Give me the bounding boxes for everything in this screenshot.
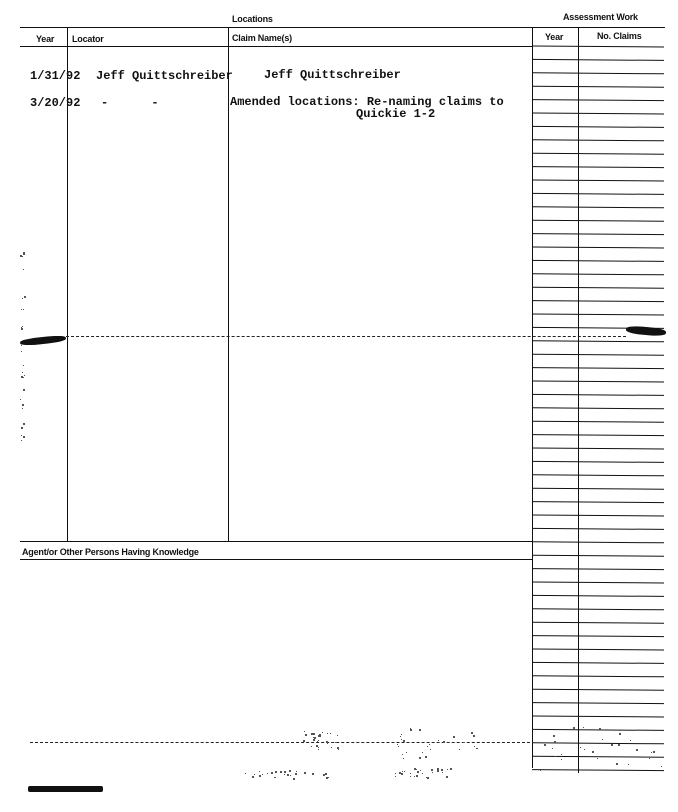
copy-noise-speck: [427, 746, 428, 747]
copy-noise-speck: [23, 365, 24, 366]
copy-noise-speck: [22, 408, 23, 409]
aw-row-rule: [532, 100, 664, 101]
copy-noise-speck: [22, 372, 23, 373]
copy-noise-speck: [403, 758, 404, 759]
copy-noise-speck: [437, 770, 439, 772]
copy-noise-speck: [404, 771, 405, 772]
aw-row-rule: [532, 569, 664, 570]
entry-1-locator: Jeff Quittschreiber: [96, 69, 233, 83]
copy-noise-speck: [284, 771, 286, 773]
copy-noise-speck: [618, 744, 620, 746]
copy-noise-speck: [289, 770, 291, 772]
copy-noise-speck: [425, 756, 427, 758]
copy-noise-speck: [274, 777, 275, 778]
copy-noise-speck: [325, 773, 327, 775]
copy-noise-speck: [410, 773, 411, 774]
aw-row-rule: [532, 676, 664, 677]
aw-row-rule: [532, 475, 664, 476]
copy-noise-speck: [303, 740, 305, 742]
copy-noise-speck: [400, 736, 401, 737]
aw-row-rule: [532, 716, 664, 717]
aw-row-rule: [532, 167, 664, 168]
copy-noise-speck: [422, 773, 423, 774]
copy-noise-speck: [431, 769, 433, 771]
copy-noise-speck: [293, 778, 295, 780]
copy-noise-speck: [275, 771, 277, 773]
copy-noise-speck: [419, 729, 421, 731]
aw-year-column-header: Year: [545, 32, 564, 42]
copy-noise-speck: [337, 747, 339, 749]
copy-noise-speck: [583, 727, 584, 728]
aw-row-rule: [532, 636, 664, 637]
aw-row-rule: [532, 153, 664, 154]
aw-row-rule: [532, 729, 664, 730]
copy-noise-speck: [21, 351, 22, 352]
aw-row-rule: [532, 113, 664, 114]
copy-noise-speck: [432, 772, 433, 773]
copy-noise-speck: [267, 773, 268, 774]
copy-noise-speck: [284, 774, 285, 775]
aw-row-rule: [532, 207, 664, 208]
copy-noise-speck: [473, 735, 475, 737]
copy-noise-speck: [322, 732, 323, 733]
claim-names-column-header: Claim Name(s): [232, 33, 292, 43]
copy-noise-speck: [395, 773, 396, 774]
copy-noise-speck: [252, 776, 254, 778]
copy-noise-speck: [245, 773, 246, 774]
aw-row-rule: [532, 381, 664, 382]
copy-noise-speck: [544, 744, 546, 746]
copy-noise-speck: [459, 749, 460, 750]
copy-noise-speck: [326, 741, 328, 743]
copy-noise-speck: [636, 749, 638, 751]
locations-header: Locations: [232, 14, 273, 24]
copy-noise-speck: [446, 776, 448, 778]
aw-row-rule: [532, 86, 664, 87]
copy-noise-speck: [21, 440, 22, 441]
copy-noise-speck: [420, 770, 421, 771]
copy-noise-speck: [20, 399, 21, 400]
aw-row-rule: [532, 689, 664, 690]
copy-noise-speck: [318, 749, 319, 750]
copy-noise-speck: [616, 763, 618, 765]
aw-row-rule: [532, 193, 664, 194]
copy-noise-speck: [441, 769, 443, 771]
aw-row-rule: [532, 649, 664, 650]
copy-noise-speck: [599, 728, 601, 730]
copy-noise-speck: [447, 769, 448, 770]
copy-noise-speck: [410, 776, 411, 777]
copy-noise-speck: [653, 751, 655, 753]
aw-row-rule: [532, 301, 664, 302]
copy-noise-speck: [304, 772, 306, 774]
aw-row-rule: [532, 703, 664, 704]
copy-noise-speck: [416, 775, 418, 777]
aw-row-rule: [532, 341, 664, 342]
copy-noise-speck: [619, 733, 621, 735]
aw-row-rule: [532, 770, 664, 771]
aw-row-rule: [532, 555, 664, 556]
copy-noise-speck: [23, 436, 25, 438]
copy-noise-speck: [327, 733, 328, 734]
copy-noise-speck: [23, 253, 25, 255]
copy-noise-speck: [305, 734, 307, 736]
copy-noise-speck: [254, 774, 255, 775]
aw-row-rule: [532, 435, 664, 436]
aw-row-rule: [532, 622, 664, 623]
aw-row-rule: [532, 287, 664, 288]
copy-noise-speck: [290, 775, 291, 776]
copy-noise-speck: [651, 752, 652, 753]
aw-row-rule: [532, 421, 664, 422]
copy-noise-speck: [597, 758, 598, 759]
copy-noise-speck: [21, 309, 22, 310]
copy-noise-speck: [450, 768, 452, 770]
copy-noise-speck: [661, 766, 662, 767]
copy-noise-speck: [337, 735, 338, 736]
copy-noise-speck: [402, 754, 403, 755]
copy-noise-speck: [313, 739, 315, 741]
copy-noise-speck: [23, 423, 25, 425]
copy-noise-speck: [540, 770, 541, 771]
aw-row-rule: [532, 662, 664, 663]
copy-noise-speck: [474, 746, 475, 747]
copy-noise-speck: [552, 748, 553, 749]
copy-noise-speck: [397, 744, 398, 745]
copy-noise-speck: [555, 756, 556, 757]
entry-1-claim: Jeff Quittschreiber: [264, 68, 401, 82]
copy-noise-speck: [280, 771, 282, 773]
copy-noise-speck: [611, 744, 613, 746]
aw-row-rule: [532, 595, 664, 596]
copy-noise-speck: [419, 757, 421, 759]
copy-noise-speck: [323, 774, 325, 776]
year-column-header: Year: [36, 34, 55, 44]
copy-noise-speck: [23, 377, 24, 378]
copy-noise-speck: [21, 328, 23, 330]
copy-noise-speck: [414, 776, 415, 777]
copy-noise-speck: [335, 742, 336, 743]
copy-noise-speck: [401, 739, 402, 740]
copy-noise-speck: [23, 269, 24, 270]
copy-noise-speck: [296, 771, 297, 772]
lower-fold-line: [30, 742, 530, 743]
aw-row-rule: [532, 220, 664, 221]
copy-noise-speck: [429, 744, 430, 745]
copy-noise-speck: [414, 768, 416, 770]
copy-noise-speck: [312, 773, 314, 775]
aw-row-rule: [532, 180, 664, 181]
aw-row-rule: [532, 247, 664, 248]
copy-noise-speck: [553, 735, 555, 737]
aw-row-rule: [532, 73, 664, 74]
locator-column-header: Locator: [72, 34, 104, 44]
copy-noise-speck: [259, 771, 260, 772]
aw-row-rule: [532, 274, 664, 275]
aw-row-rule: [532, 59, 664, 60]
copy-noise-speck: [317, 741, 318, 742]
entry-1-year: 1/31/92: [30, 69, 81, 83]
copy-noise-speck: [403, 740, 405, 742]
agent-section-label: Agent/or Other Persons Having Knowledge: [22, 547, 199, 557]
copy-noise-speck: [426, 777, 427, 778]
copy-noise-speck: [275, 777, 276, 778]
copy-noise-speck: [561, 754, 562, 755]
bottom-left-smudge: [28, 786, 103, 792]
copy-noise-speck: [21, 427, 23, 429]
copy-noise-speck: [21, 345, 22, 346]
aw-row-rule: [532, 542, 664, 543]
copy-noise-speck: [422, 752, 423, 753]
copy-noise-speck: [573, 727, 575, 729]
aw-no-claims-column-header: No. Claims: [597, 31, 642, 41]
aw-row-rule: [532, 448, 664, 449]
assessment-work-header: Assessment Work: [563, 12, 638, 22]
aw-row-rule: [532, 528, 664, 529]
aw-row-rule: [532, 408, 664, 409]
copy-noise-speck: [24, 375, 25, 376]
copy-noise-speck: [318, 740, 319, 741]
copy-noise-speck: [471, 732, 473, 734]
copy-noise-speck: [417, 771, 419, 773]
copy-noise-speck: [313, 733, 315, 735]
copy-noise-speck: [287, 774, 289, 776]
copy-noise-speck: [554, 741, 556, 743]
copy-noise-speck: [395, 776, 396, 777]
copy-noise-speck: [327, 743, 328, 744]
copy-noise-speck: [584, 749, 585, 750]
aw-row-rule: [532, 234, 664, 235]
copy-noise-speck: [330, 733, 331, 734]
copy-noise-speck: [262, 774, 263, 775]
aw-row-rule: [532, 314, 664, 315]
copy-noise-speck: [463, 742, 464, 743]
copy-noise-speck: [22, 404, 24, 406]
aw-row-rule: [532, 260, 664, 261]
copy-noise-speck: [453, 736, 455, 738]
copy-noise-speck: [406, 752, 407, 753]
aw-row-rule: [532, 609, 664, 610]
copy-noise-speck: [602, 739, 603, 740]
copy-noise-speck: [630, 740, 631, 741]
copy-noise-speck: [304, 731, 305, 732]
aw-row-rule: [532, 140, 664, 141]
copy-noise-speck: [442, 772, 443, 773]
copy-noise-speck: [443, 741, 445, 743]
copy-noise-speck: [401, 773, 403, 775]
entry-2-claim: Amended locations: Re-naming claims to: [230, 95, 504, 109]
aw-row-rule: [532, 461, 664, 462]
copy-noise-speck: [592, 751, 594, 753]
copy-noise-speck: [649, 758, 650, 759]
aw-row-rule: [532, 126, 664, 127]
aw-row-rule: [532, 743, 664, 744]
aw-row-rule: [532, 502, 664, 503]
copy-noise-speck: [398, 746, 399, 747]
copy-noise-speck: [271, 772, 273, 774]
entry-2-claim-continuation: Quickie 1-2: [356, 107, 436, 121]
copy-noise-speck: [430, 749, 431, 750]
copy-noise-speck: [318, 747, 319, 748]
aw-row-rule: [532, 394, 664, 395]
copy-noise-speck: [311, 746, 312, 747]
aw-row-rule: [532, 515, 664, 516]
copy-noise-speck: [410, 728, 411, 729]
copy-noise-speck: [561, 759, 562, 760]
copy-noise-speck: [331, 747, 332, 748]
copy-noise-speck: [259, 775, 261, 777]
copy-noise-speck: [21, 435, 22, 436]
copy-noise-speck: [438, 740, 439, 741]
copy-noise-speck: [326, 777, 328, 779]
copy-noise-speck: [580, 747, 581, 748]
copy-noise-speck: [416, 769, 417, 770]
copy-noise-speck: [410, 729, 412, 731]
copy-noise-speck: [534, 729, 535, 730]
copy-noise-speck: [399, 772, 401, 774]
copy-noise-speck: [24, 296, 26, 298]
copy-noise-speck: [318, 735, 319, 736]
fold-line: [66, 336, 626, 337]
copy-noise-speck: [338, 749, 339, 750]
copy-noise-speck: [319, 735, 321, 737]
aw-row-rule: [532, 488, 664, 489]
copy-noise-speck: [628, 764, 629, 765]
copy-noise-speck: [295, 773, 297, 775]
entry-2-locator: - -: [101, 96, 159, 110]
aw-row-rule: [532, 368, 664, 369]
copy-noise-speck: [477, 748, 478, 749]
aw-row-rule: [532, 354, 664, 355]
copy-noise-speck: [22, 256, 23, 257]
aw-row-rule: [532, 46, 664, 47]
entry-2-year: 3/20/92: [30, 96, 81, 110]
aw-row-rule: [532, 582, 664, 583]
copy-noise-speck: [22, 298, 23, 299]
copy-noise-speck: [23, 309, 24, 310]
copy-noise-speck: [23, 389, 25, 391]
copy-noise-speck: [401, 734, 402, 735]
copy-noise-speck: [313, 737, 314, 738]
